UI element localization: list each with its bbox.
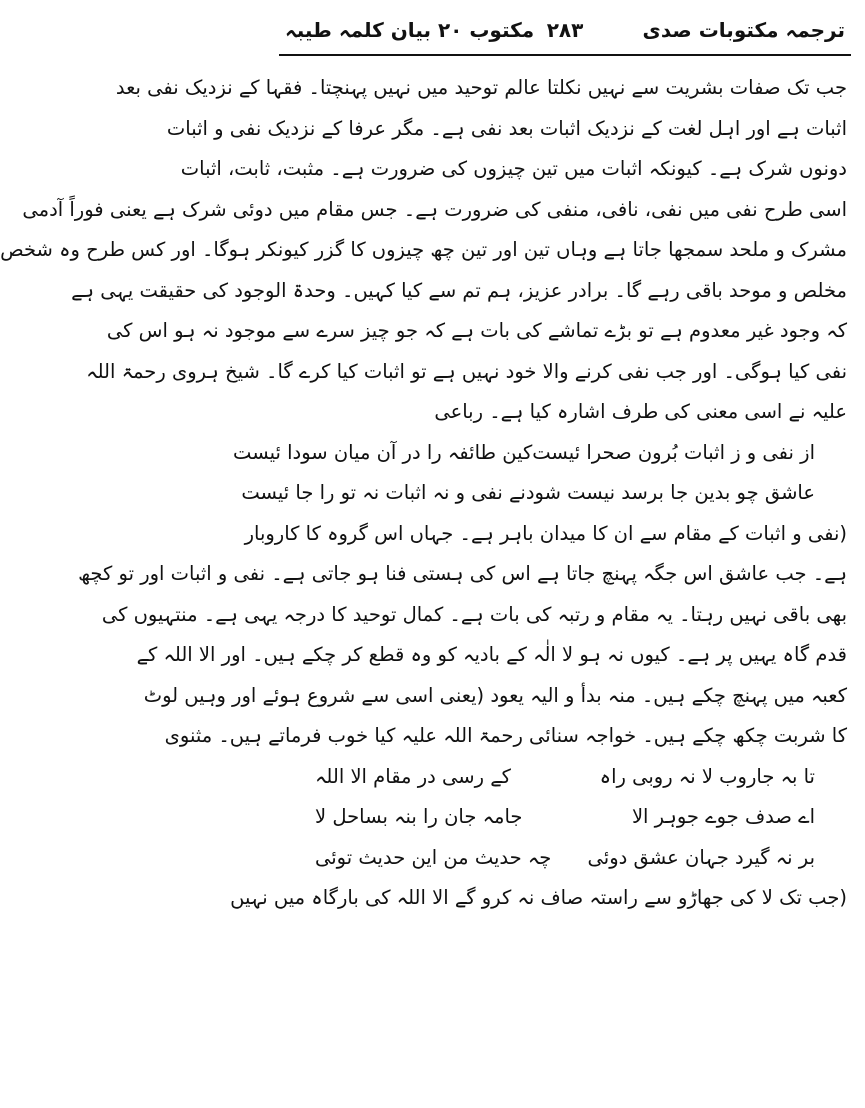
verse-hemistich-right: تا بہ جاروب لا نہ روبی راہ: [599, 764, 815, 788]
text-line: کا شربت چکھ چکے ہیں۔ خواجہ سنائی رحمۃ اللہ علیہ کیا خوب فرماتے ہیں۔ مثنوی: [164, 724, 847, 747]
text-line: دونوں شرک ہے۔ کیونکہ اثبات میں تین چیزوں کی ضرورت ہے۔ مثبت، ثابت، اثبات: [180, 157, 847, 180]
text-line: مشرک و ملحد سمجھا جاتا ہے وہاں تین اور تین چھ چیزوں کا گزر کیونکر ہوگا۔ اور کس طرح وہ شخص: [0, 238, 847, 261]
text-line: (نفی و اثبات کے مقام سے ان کا میدان باہر ہے۔ جہاں اس گروہ کا کاروبار: [244, 521, 847, 545]
verse-hemistich-right: عاشق چو بدین جا برسد نیست شود: [525, 481, 815, 504]
verse-couplet: [279, 797, 851, 838]
verse-hemistich-right: از نفی و ز اثبات بُرون صحرا ئیست: [532, 440, 815, 464]
page-number: ۲۸۳: [546, 18, 584, 42]
verse-couplet: [241, 473, 851, 514]
text-line: ہے۔ جب عاشق اس جگہ پہنچ جاتا ہے اس کی ہستی فنا ہو جاتی ہے۔ نفی و اثبات اور تو کچھ: [78, 562, 847, 585]
text-line: (جب تک لا کی جھاڑو سے راستہ صاف نہ کرو گے الا اللہ کی بارگاہ میں نہیں: [230, 886, 847, 909]
text-line: اثبات ہے اور اہل لغت کے نزدیک اثبات بعد نفی ہے۔ مگر عرفا کے نزدیک نفی و اثبات: [166, 116, 847, 140]
verse-hemistich-right: اے صدف جوے جوہر الا: [631, 805, 815, 828]
text-line: کعبہ میں پہنچ چکے ہیں۔ منہ بدأ و الیہ یعود (یعنی اسی سے شروع ہوئے اور وہیں لوٹ: [143, 683, 847, 707]
text-line: کہ وجود غیر معدوم ہے تو بڑے تماشے کی بات ہے کہ جو چیز سرے سے موجود نہ ہو اس کی: [106, 319, 847, 342]
verse-hemistich-left: چہ حدیث من این حدیث توئی: [315, 845, 552, 869]
verse-couplet: [233, 433, 851, 474]
page-header: [279, 0, 851, 56]
verse-couplet: [279, 838, 851, 879]
letter-heading: مکتوب ۲۰ بیان کلمہ طیبہ: [285, 18, 535, 42]
text-line: علیہ نے اسی معنی کی طرف اشارہ کیا ہے۔ رباعی: [434, 400, 847, 423]
page-body: [0, 56, 851, 919]
text-line: جب تک صفات بشریت سے نہیں نکلتا عالم توحید میں نہیں پہنچتا۔ فقہا کے نزدیک نفی بعد: [115, 76, 847, 99]
verse-hemistich-left: کین طائفہ را در آن میان سودا ئیست: [233, 440, 533, 464]
verse-hemistich-right: بر نہ گیرد جہان عشق دوئی: [587, 845, 815, 869]
text-line: اسی طرح نفی میں نفی، نافی، منفی کی ضرورت ہے۔ جس مقام میں دوئی شرک ہے یعنی فوراً آدمی: [22, 197, 847, 221]
verse-hemistich-left: نے نفی و نہ اثبات نہ تو را جا ئیست: [241, 481, 526, 504]
book-title: ترجمہ مکتوبات صدی: [642, 18, 845, 42]
text-line: نفی کیا ہوگی۔ اور جب نفی کرنے والا خود نہیں ہے تو اثبات کیا کرے گا۔ شیخ ہروی رحمۃ اللہ: [86, 359, 847, 383]
text-line: مخلص و موحد باقی رہے گا۔ برادر عزیز، ہم تم سے کیا کہیں۔ وحدۃ الوجود کی حقیقت یہی ہے: [71, 278, 847, 302]
verse-hemistich-left: جامہ جان را بنہ بساحل لا: [315, 805, 523, 828]
text-line: بھی باقی نہیں رہتا۔ یہ مقام و رتبہ کی بات ہے۔ کمال توحید کا درجہ یہی ہے۔ منتہیوں کی: [101, 602, 847, 626]
text-line: قدم گاہ یہیں پر ہے۔ کیوں نہ ہو لا الٰہ کے بادیہ کو وہ قطع کر چکے ہیں۔ اور الا اللہ کے: [136, 643, 847, 666]
verse-couplet: [279, 757, 851, 798]
verse-hemistich-left: کے رسی در مقام الا اللہ: [315, 764, 511, 788]
